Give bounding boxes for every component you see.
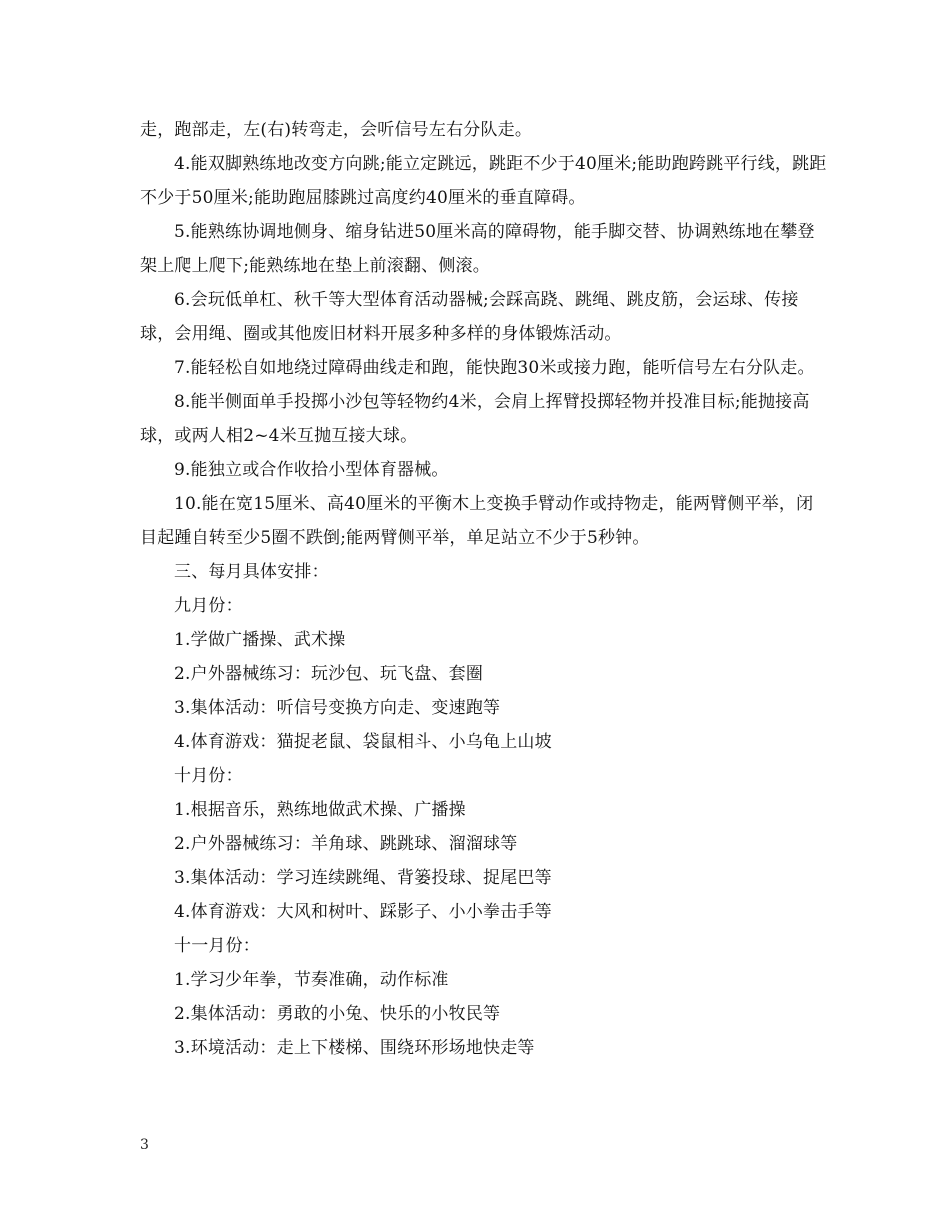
october-item-1: 1.根据音乐，熟练地做武术操、广播操 — [174, 800, 466, 820]
month-heading-september: 九月份： — [174, 596, 243, 616]
september-item-3: 3.集体活动：听信号变换方向走、变速跑等 — [174, 698, 501, 718]
november-item-3: 3.环境活动：走上下楼梯、围绕环形场地快走等 — [174, 1038, 535, 1058]
paragraph-item-6: 6.会玩低单杠、秋千等大型体育活动器械;会踩高跷、跳绳、跳皮筋，会运球、传接球，会用绳、圈或其他废旧材料开展多种多样的身体锻炼活动。 — [140, 290, 799, 344]
september-item-4: 4.体育游戏：猫捉老鼠、袋鼠相斗、小乌龟上山坡 — [174, 732, 552, 752]
paragraph-item-10: 10.能在宽15厘米、高40厘米的平衡木上变换手臂动作或持物走，能两臂侧平举，闭目起踵自转至少5圈不跌倒;能两臂侧平举，单足站立不少于5秒钟。 — [140, 494, 814, 548]
paragraph-item-7: 7.能轻松自如地绕过障碍曲线走和跑，能快跑30米或接力跑，能听信号左右分队走。 — [174, 358, 815, 378]
paragraph-item-8: 8.能半侧面单手投掷小沙包等轻物约4米，会肩上挥臂投掷轻物并投准目标;能抛接高球，或两人相2~4米互抛互接大球。 — [140, 392, 810, 446]
page-number: 3 — [140, 1137, 149, 1153]
october-item-2: 2.户外器械练习：羊角球、跳跳球、溜溜球等 — [174, 834, 518, 854]
october-item-4: 4.体育游戏：大风和树叶、踩影子、小小拳击手等 — [174, 902, 552, 922]
october-item-3: 3.集体活动：学习连续跳绳、背篓投球、捉尾巴等 — [174, 868, 552, 888]
month-heading-november: 十一月份： — [174, 936, 260, 956]
paragraph-item-5: 5.能熟练协调地侧身、缩身钻进50厘米高的障碍物，能手脚交替、协调熟练地在攀登架上爬上爬下;能熟练地在垫上前滚翻、侧滚。 — [140, 222, 815, 276]
november-item-2: 2.集体活动：勇敢的小兔、快乐的小牧民等 — [174, 1004, 501, 1024]
paragraph-item-4: 4.能双脚熟练地改变方向跳;能立定跳远，跳距不少于40厘米;能助跑跨跳平行线，跳距不少于50厘米;能助跑屈膝跳过高度约40厘米的垂直障碍。 — [140, 154, 827, 208]
september-item-1: 1.学做广播操、武术操 — [174, 630, 346, 650]
paragraph-item-9: 9.能独立或合作收拾小型体育器械。 — [174, 460, 449, 480]
paragraph-continuation: 走，跑部走，左(右)转弯走，会听信号左右分队走。 — [140, 120, 533, 140]
document-body — [140, 113, 830, 1065]
month-heading-october: 十月份： — [174, 766, 243, 786]
september-item-2: 2.户外器械练习：玩沙包、玩飞盘、套圈 — [174, 664, 484, 684]
section-heading-monthly-plan: 三、每月具体安排： — [174, 562, 329, 582]
november-item-1: 1.学习少年拳，节奏准确，动作标准 — [174, 970, 449, 990]
